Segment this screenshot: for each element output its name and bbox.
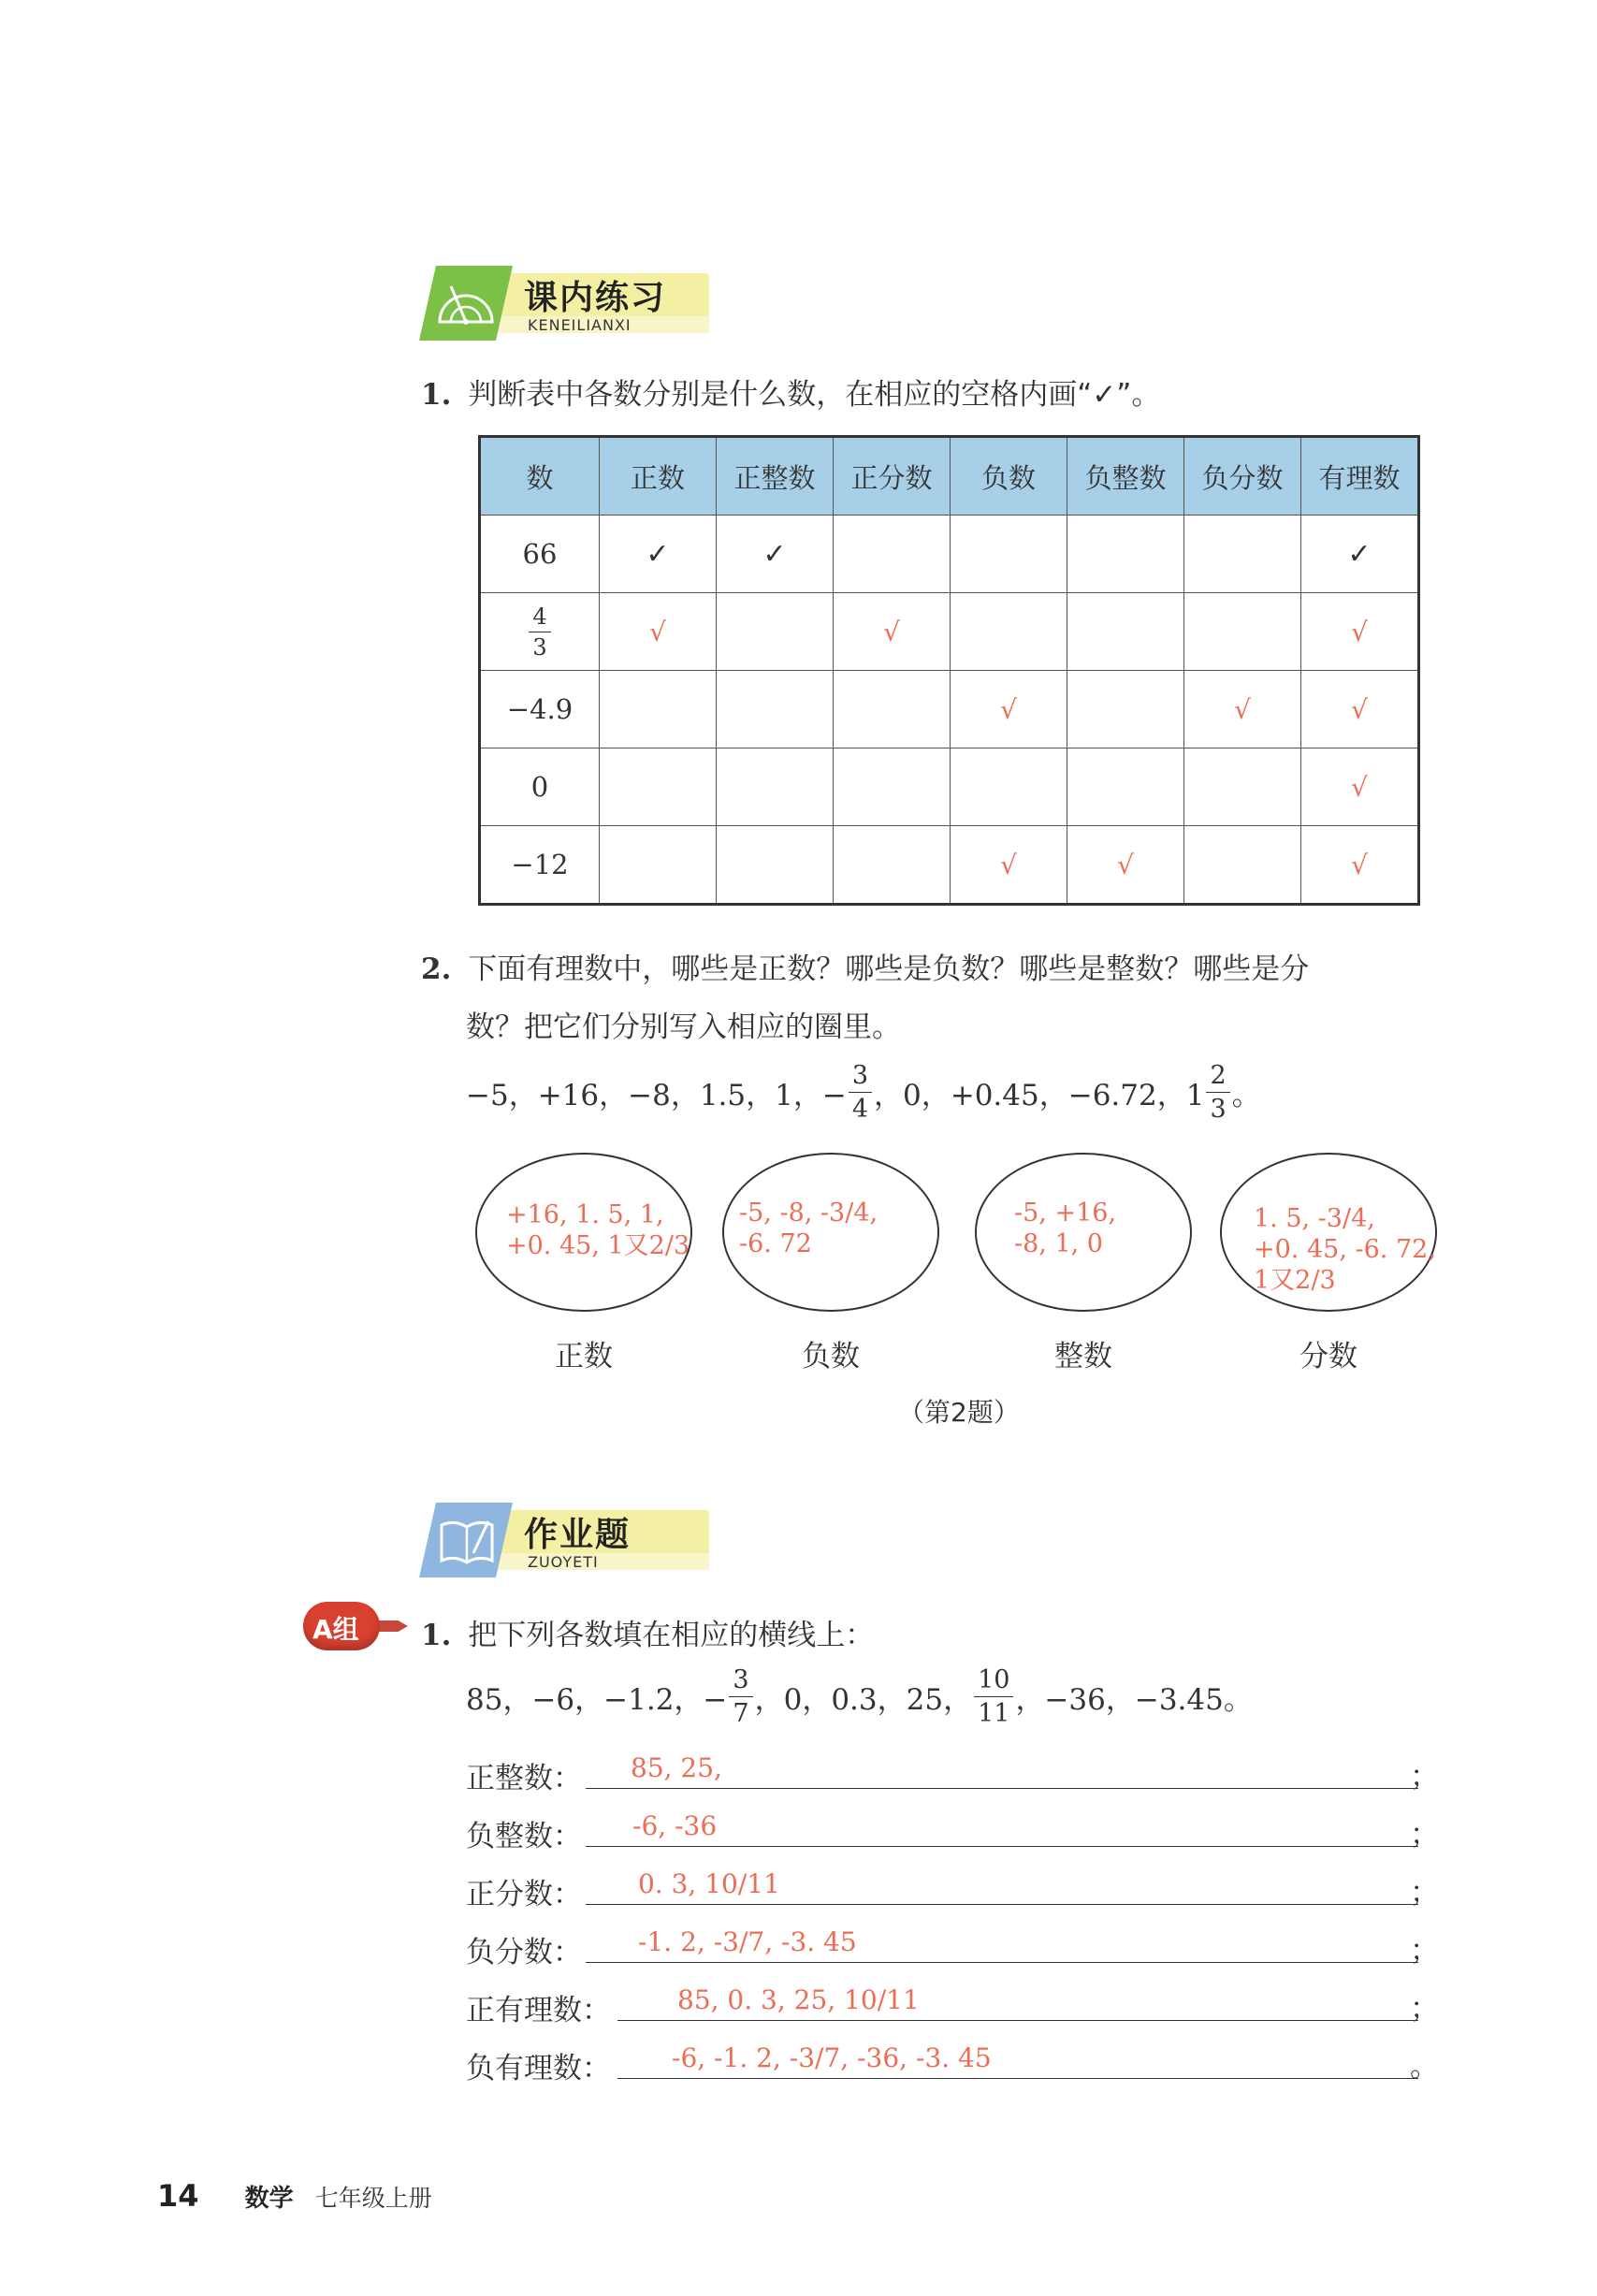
table-cell bbox=[1301, 748, 1419, 826]
sequence-part: −5，+16，−8，1.5，1，− bbox=[466, 1079, 847, 1112]
handwritten-check-mark: √ bbox=[649, 617, 666, 647]
question-number: 2. bbox=[421, 952, 452, 986]
table-cell bbox=[951, 826, 1067, 905]
sequence-part: ，0，+0.45，−6.72，1 bbox=[874, 1079, 1205, 1112]
fill-row bbox=[466, 2036, 1439, 2086]
table-cell bbox=[717, 516, 834, 593]
table-cell bbox=[1184, 748, 1301, 826]
book-icon bbox=[436, 1512, 498, 1568]
table-header: 正分数 bbox=[834, 437, 951, 516]
table-cell bbox=[1184, 826, 1301, 905]
denominator: 4 bbox=[851, 1095, 869, 1124]
table-cell bbox=[1301, 671, 1419, 748]
table-cell bbox=[717, 671, 834, 748]
table-cell bbox=[834, 826, 951, 905]
figure-caption: （第2题） bbox=[898, 1397, 1020, 1428]
fill-row bbox=[466, 1920, 1439, 1970]
table-row bbox=[480, 826, 1419, 905]
question-2-line2: 数？把它们分别写入相应的圈里。 bbox=[466, 1010, 901, 1044]
section-banner-zuoyeti bbox=[419, 1503, 709, 1577]
numerator: 10 bbox=[974, 1667, 1013, 1697]
fill-line bbox=[586, 1962, 1418, 1963]
row-number-label: −12 bbox=[480, 826, 600, 905]
table-cell bbox=[834, 748, 951, 826]
table-header: 正整数 bbox=[717, 437, 834, 516]
handwritten-check-mark: √ bbox=[1234, 694, 1251, 725]
denominator: 3 bbox=[1210, 1095, 1227, 1124]
fill-answer: 85, 0. 3, 25, 10/11 bbox=[677, 1984, 920, 2015]
table-cell bbox=[600, 671, 717, 748]
homework-1 bbox=[421, 1611, 874, 1653]
fill-answer: -6, -1. 2, -3/7, -36, -3. 45 bbox=[672, 2042, 992, 2073]
handwritten-check-mark: √ bbox=[1351, 772, 1368, 803]
section-title: 作业题 bbox=[524, 1516, 632, 1554]
table-header-row bbox=[480, 437, 1419, 516]
question-text: 下面有理数中，哪些是正数？哪些是负数？哪些是整数？哪些是分 bbox=[468, 952, 1310, 986]
group-tag-label: A组 bbox=[312, 1614, 359, 1645]
oval-label: 正数 bbox=[555, 1340, 613, 1373]
handwritten-check-mark: √ bbox=[1351, 694, 1368, 725]
fill-row bbox=[466, 1746, 1439, 1796]
section-subtitle: ZUOYETI bbox=[528, 1553, 599, 1571]
question-2 bbox=[421, 945, 1309, 987]
oval-answer bbox=[739, 1198, 878, 1259]
answer-line: +0. 45, 1又2/3 bbox=[506, 1231, 690, 1260]
oval-answer bbox=[506, 1199, 690, 1261]
fraction bbox=[1206, 1063, 1229, 1122]
oval-answer bbox=[1254, 1203, 1436, 1296]
table-row bbox=[480, 516, 1419, 593]
oval-answer bbox=[1014, 1198, 1116, 1259]
number-sequence bbox=[466, 1667, 1253, 1726]
fill-answer: 85, 25, bbox=[631, 1752, 722, 1783]
table-header: 正数 bbox=[600, 437, 717, 516]
table-cell bbox=[1067, 671, 1184, 748]
fraction bbox=[974, 1667, 1013, 1726]
page-footer bbox=[157, 2178, 432, 2214]
answer-line: 1又2/3 bbox=[1254, 1266, 1336, 1295]
table-cell bbox=[717, 593, 834, 671]
table-header: 数 bbox=[480, 437, 600, 516]
question-number: 1. bbox=[421, 378, 452, 412]
fill-end: ； bbox=[1410, 1992, 1439, 2026]
fill-label: 正分数： bbox=[466, 1878, 582, 1911]
sequence-part: ，−36，−3.45。 bbox=[1015, 1683, 1253, 1717]
answer-line: +0. 45, -6. 72, bbox=[1254, 1235, 1436, 1264]
table-row bbox=[480, 671, 1419, 748]
table-cell bbox=[1301, 516, 1419, 593]
fill-line bbox=[617, 2020, 1418, 2021]
table-cell bbox=[1301, 593, 1419, 671]
fill-line bbox=[586, 1904, 1418, 1905]
handwritten-check-mark: √ bbox=[1000, 850, 1017, 880]
question-1 bbox=[421, 371, 1160, 413]
table-cell bbox=[951, 748, 1067, 826]
table-cell bbox=[1067, 748, 1184, 826]
oval-label: 分数 bbox=[1299, 1340, 1357, 1373]
fill-label: 负有理数： bbox=[466, 2052, 611, 2085]
footer-grade: 七年级上册 bbox=[314, 2185, 432, 2212]
fill-row bbox=[466, 1862, 1439, 1912]
handwritten-check-mark: √ bbox=[1351, 617, 1368, 647]
fill-answer: 0. 3, 10/11 bbox=[638, 1868, 780, 1899]
fill-line bbox=[586, 1846, 1418, 1847]
fill-end: ； bbox=[1410, 1876, 1439, 1910]
row-number-label: 66 bbox=[480, 516, 600, 593]
handwritten-check-mark: √ bbox=[1117, 850, 1134, 880]
fill-row bbox=[466, 1804, 1439, 1854]
table-cell bbox=[834, 593, 951, 671]
check-mark: ✓ bbox=[646, 537, 670, 571]
fill-answer: -6, -36 bbox=[632, 1810, 718, 1841]
answer-line: -5, -8, -3/4, bbox=[739, 1199, 878, 1228]
table-cell bbox=[834, 671, 951, 748]
group-tag bbox=[303, 1602, 414, 1650]
oval-label: 负数 bbox=[802, 1340, 860, 1373]
numerator: 3 bbox=[729, 1667, 752, 1697]
fill-label: 正整数： bbox=[466, 1762, 582, 1795]
fill-end: ； bbox=[1410, 1760, 1439, 1794]
sequence-part: ，0，0.3，25， bbox=[754, 1683, 973, 1717]
table-header: 有理数 bbox=[1301, 437, 1419, 516]
table-header: 负整数 bbox=[1067, 437, 1184, 516]
sequence-part: 85，−6，−1.2，− bbox=[466, 1683, 728, 1717]
answer-line: -6. 72 bbox=[739, 1229, 812, 1258]
fill-label: 负整数： bbox=[466, 1820, 582, 1853]
fill-label: 负分数： bbox=[466, 1936, 582, 1969]
check-mark: ✓ bbox=[1347, 537, 1372, 571]
fill-row bbox=[466, 1978, 1439, 2028]
table-cell bbox=[600, 748, 717, 826]
number-sequence bbox=[466, 1063, 1261, 1122]
handwritten-check-mark: √ bbox=[1351, 850, 1368, 880]
denominator: 7 bbox=[733, 1699, 749, 1728]
table-cell bbox=[1184, 671, 1301, 748]
fill-line bbox=[617, 2078, 1418, 2079]
sequence-part: 。 bbox=[1231, 1079, 1261, 1112]
fraction bbox=[529, 605, 550, 659]
answer-line: -5, +16, bbox=[1014, 1199, 1117, 1228]
question-number: 1. bbox=[421, 1619, 452, 1652]
table-cell bbox=[600, 516, 717, 593]
question-text: 判断表中各数分别是什么数，在相应的空格内画“✓”。 bbox=[468, 378, 1161, 412]
fraction bbox=[849, 1063, 872, 1122]
table-cell bbox=[951, 516, 1067, 593]
table-header: 负分数 bbox=[1184, 437, 1301, 516]
fill-end: ； bbox=[1410, 1818, 1439, 1852]
question-text: 把下列各数填在相应的横线上： bbox=[468, 1619, 875, 1652]
table-cell bbox=[1067, 516, 1184, 593]
table-cell bbox=[834, 516, 951, 593]
fill-line bbox=[586, 1788, 1418, 1789]
table-cell bbox=[1184, 516, 1301, 593]
table-header: 负数 bbox=[951, 437, 1067, 516]
section-subtitle: KENEILIANXI bbox=[528, 316, 632, 334]
table-row bbox=[480, 593, 1419, 671]
row-number-label: −4.9 bbox=[480, 671, 600, 748]
row-number-label bbox=[480, 593, 600, 671]
handwritten-check-mark: √ bbox=[883, 617, 900, 647]
table-cell bbox=[951, 593, 1067, 671]
answer-line: -8, 1, 0 bbox=[1014, 1229, 1103, 1258]
fill-label: 正有理数： bbox=[466, 1994, 611, 2027]
numerator: 4 bbox=[529, 605, 550, 632]
section-title: 课内练习 bbox=[524, 279, 667, 317]
row-number-label: 0 bbox=[480, 748, 600, 826]
fill-answer: -1. 2, -3/7, -3. 45 bbox=[638, 1926, 857, 1957]
table-cell bbox=[1067, 593, 1184, 671]
number-classification-table bbox=[478, 435, 1420, 906]
check-mark: ✓ bbox=[762, 537, 787, 571]
fill-end: 。 bbox=[1410, 2050, 1439, 2084]
denominator: 11 bbox=[978, 1699, 1010, 1728]
answer-line: +16, 1. 5, 1, bbox=[506, 1200, 664, 1229]
table-cell bbox=[600, 826, 717, 905]
oval-label: 整数 bbox=[1054, 1340, 1112, 1373]
table-row bbox=[480, 748, 1419, 826]
table-cell bbox=[1301, 826, 1419, 905]
table-cell bbox=[600, 593, 717, 671]
fill-end: ； bbox=[1410, 1934, 1439, 1968]
handwritten-check-mark: √ bbox=[1000, 694, 1017, 725]
answer-line: 1. 5, -3/4, bbox=[1254, 1204, 1375, 1233]
table-cell bbox=[1067, 826, 1184, 905]
denominator: 3 bbox=[532, 633, 547, 661]
page-number: 14 bbox=[157, 2178, 199, 2214]
fraction bbox=[729, 1667, 752, 1726]
numerator: 2 bbox=[1206, 1063, 1229, 1093]
table-cell bbox=[717, 748, 834, 826]
footer-subject: 数学 bbox=[244, 2185, 294, 2213]
table-cell bbox=[1184, 593, 1301, 671]
section-banner-keneilianxi bbox=[419, 266, 709, 341]
protractor-icon bbox=[432, 273, 500, 333]
numerator: 3 bbox=[849, 1063, 872, 1093]
table-cell bbox=[717, 826, 834, 905]
table-cell bbox=[951, 671, 1067, 748]
